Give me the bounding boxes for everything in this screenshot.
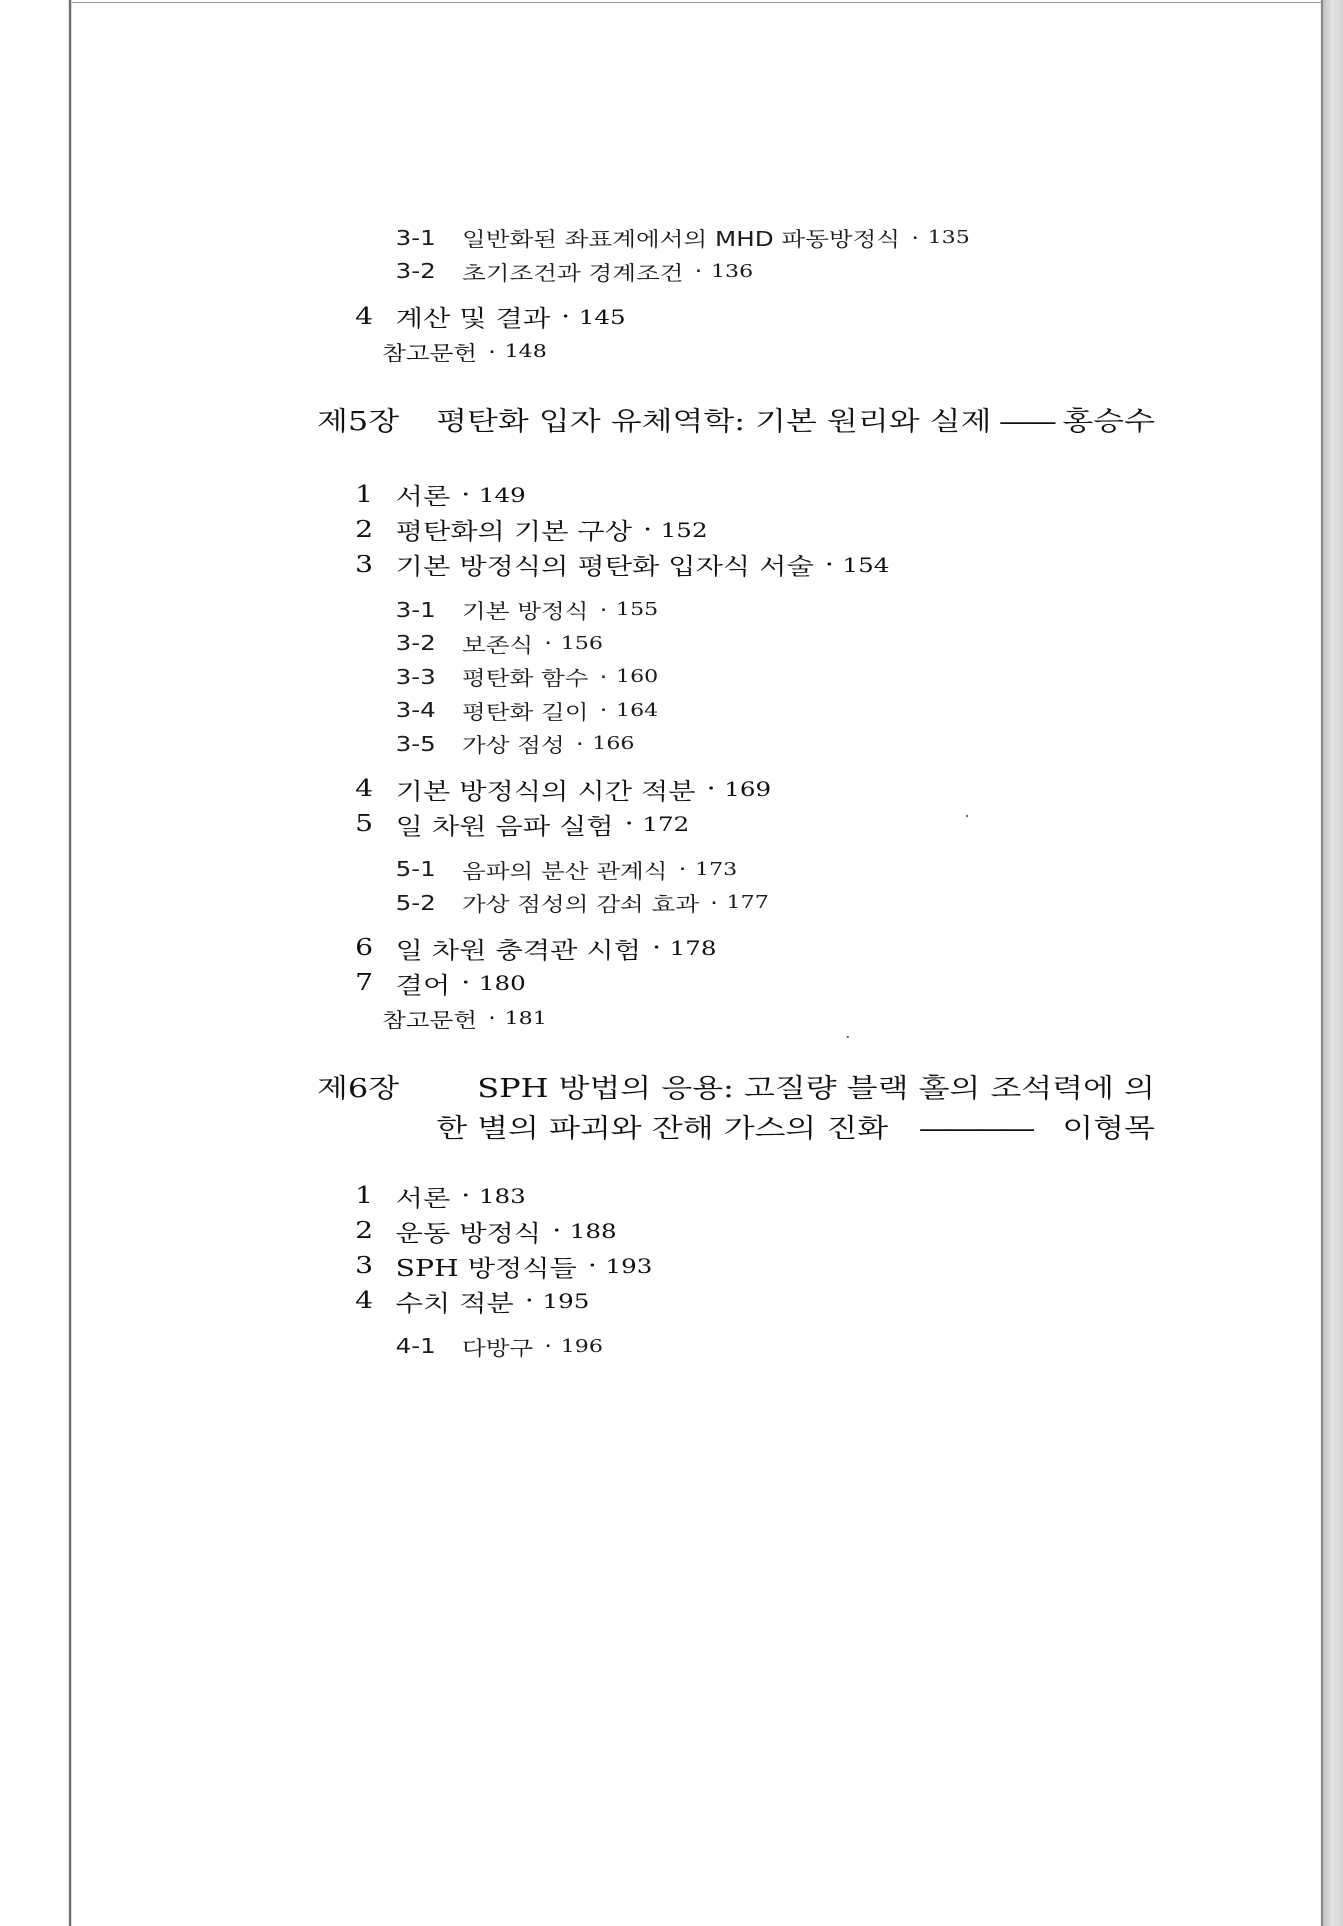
entry-title: 수치 적분 [395, 1290, 514, 1317]
entry-number: 3-1 [395, 225, 436, 250]
page-separator: · [694, 259, 703, 284]
page-separator: · [710, 890, 718, 915]
entry-number: 6 [355, 935, 374, 961]
author-dash: ———— [918, 1113, 1032, 1144]
entry-title: 일반화된 좌표계에서의 MHD 파동방정식 [462, 227, 901, 252]
toc-section-entry [0, 1249, 1343, 1284]
toc-subsection-entry [0, 886, 1343, 920]
entry-title: 가상 점성의 감쇠 효과 [462, 892, 700, 917]
entry-number: 2 [355, 1218, 374, 1244]
page-number: 152 [660, 517, 708, 542]
toc-section-entry [0, 299, 1343, 334]
page-separator: · [524, 1288, 534, 1314]
toc-section-entry [0, 547, 1343, 582]
toc-subsection-entry [0, 221, 1343, 255]
page-separator: · [599, 698, 608, 723]
references-entry [0, 1001, 1343, 1036]
toc-section-entry [0, 477, 1343, 512]
chapter-label: 제6장 [317, 1073, 400, 1104]
page-number: 156 [560, 632, 603, 654]
page-number: 160 [615, 666, 659, 688]
page-number: 181 [504, 1007, 547, 1029]
toc-subsection-entry [0, 727, 1343, 761]
entry-title: 기본 방정식 [462, 599, 589, 624]
page-separator: · [587, 1253, 597, 1279]
page-number: 195 [542, 1289, 590, 1313]
entry-title: 운동 방정식 [395, 1220, 542, 1247]
entry-title: 일 차원 충격관 시험 [395, 937, 642, 964]
entry-title: 일 차원 음파 실험 [395, 813, 614, 840]
page-separator: · [552, 1218, 562, 1244]
entry-number: 5-2 [395, 890, 436, 915]
page-separator: · [643, 516, 653, 543]
toc-section-entry [0, 772, 1343, 807]
chapter-heading [0, 1069, 1343, 1149]
page-separator: · [911, 225, 920, 250]
page-number: 183 [478, 1184, 526, 1208]
toc-section-entry [0, 1179, 1343, 1214]
toc-subsection-entry [0, 255, 1343, 289]
chapter-heading [0, 402, 1343, 442]
page-separator: · [488, 339, 496, 364]
toc-section-entry [0, 966, 1343, 1001]
table-of-contents [0, 221, 1343, 1363]
page-number: 180 [478, 971, 526, 995]
page-number: 166 [592, 733, 635, 755]
entry-title: 참고문헌 [382, 341, 478, 365]
toc-subsection-entry [0, 694, 1343, 728]
chapter-title-text: 평탄화 입자 유체역학: 기본 원리와 실제 [436, 407, 992, 437]
page-number: 188 [569, 1219, 617, 1243]
toc-subsection-entry [0, 627, 1343, 661]
page-top-edge [70, 2, 1322, 3]
page-number: 173 [695, 858, 738, 880]
page-separator: · [706, 776, 716, 802]
entry-number: 3-2 [395, 631, 436, 656]
author-dash: —— [998, 407, 1056, 437]
page-number: 136 [710, 260, 754, 282]
chapter-label: 제5장 [317, 407, 400, 437]
page-separator: · [561, 303, 571, 330]
entry-number: 3-5 [395, 731, 436, 756]
entry-title: 참고문헌 [382, 1007, 478, 1032]
page-separator: · [599, 597, 608, 622]
entry-number: 7 [355, 970, 374, 996]
page-separator: · [824, 551, 834, 578]
page-separator: · [461, 481, 471, 508]
entry-title: 계산 및 결과 [395, 306, 551, 332]
entry-title: 다방구 [462, 1335, 534, 1360]
entry-title: 음파의 분산 관계식 [462, 858, 668, 883]
entry-number: 3-4 [395, 698, 436, 723]
page-separator: · [599, 664, 608, 689]
page-separator: · [461, 970, 471, 996]
references-entry [0, 334, 1343, 369]
entry-title: 초기조건과 경계조건 [462, 260, 684, 285]
entry-title: 평탄화 길이 [462, 699, 589, 724]
entry-title: 기본 방정식의 시간 적분 [395, 778, 696, 805]
page-separator: · [488, 1006, 496, 1030]
page-number: 154 [842, 552, 890, 577]
toc-section-entry [0, 512, 1343, 547]
entry-number: 5 [355, 811, 374, 837]
chapter-author: 홍승수 [1062, 407, 1156, 437]
chapter-author: 이형목 [1062, 1113, 1156, 1144]
page-separator: · [624, 811, 634, 837]
entry-number: 3-3 [395, 664, 436, 689]
page-number: 155 [615, 599, 659, 621]
toc-section-entry [0, 1214, 1343, 1249]
entry-number: 3-2 [395, 259, 436, 284]
page-number: 164 [615, 699, 659, 721]
toc-section-entry [0, 807, 1343, 842]
entry-number: 4 [355, 776, 374, 802]
entry-number: 2 [355, 516, 374, 543]
entry-number: 3-1 [395, 597, 436, 622]
chapter-section [0, 402, 1343, 1036]
page-separator: · [461, 1183, 471, 1209]
toc-section-entry [0, 931, 1343, 966]
toc-section-entry [0, 1284, 1343, 1319]
entry-title: 기본 방정식의 평탄화 입자식 서술 [395, 554, 814, 580]
entry-title: 서론 [395, 484, 451, 510]
chapter-title [436, 402, 1155, 442]
page-number: 135 [927, 227, 970, 249]
toc-subsection-entry [0, 660, 1343, 694]
entry-title: 보존식 [462, 632, 534, 657]
entry-title: 가상 점성 [462, 733, 565, 758]
entry-number: 5-1 [395, 857, 436, 882]
chapter-title-line [436, 402, 1155, 442]
page-separator: · [544, 631, 553, 656]
chapter-title [436, 1069, 1155, 1149]
page-separator: · [678, 857, 687, 882]
chapter-title-line [436, 1109, 1155, 1149]
entry-title: 서론 [395, 1185, 451, 1212]
page-number: 169 [724, 777, 772, 801]
entry-title: 평탄화의 기본 구상 [395, 519, 633, 545]
entry-number: 1 [355, 1183, 374, 1209]
page-separator: · [652, 935, 662, 961]
entry-title: 결어 [395, 972, 451, 999]
page-number: 145 [578, 304, 626, 329]
chapter-section [0, 1069, 1343, 1364]
entry-number: 3 [355, 1253, 374, 1279]
page-number: 178 [669, 936, 717, 960]
chapter-title-text: 한 별의 파괴와 잔해 가스의 진화 [436, 1113, 889, 1144]
page-number: 149 [478, 482, 526, 507]
page-number: 193 [605, 1254, 653, 1278]
page-number: 196 [560, 1335, 603, 1357]
entry-number: 4 [355, 1288, 374, 1314]
toc-subsection-entry [0, 853, 1343, 887]
toc-subsection-entry [0, 1330, 1343, 1364]
page-separator: · [575, 731, 584, 756]
entry-title: SPH 방정식들 [395, 1255, 577, 1282]
continued-entries [0, 221, 1343, 369]
entry-number: 4-1 [395, 1334, 436, 1359]
entry-number: 1 [355, 481, 374, 508]
entry-number: 3 [355, 551, 374, 578]
entry-number: 4 [355, 303, 374, 330]
page-number: 172 [642, 812, 690, 836]
chapter-title-line: SPH 방법의 응용: 고질량 블랙 홀의 조석력에 의 [477, 1073, 1156, 1104]
entry-title: 평탄화 함수 [462, 666, 589, 691]
page-number: 177 [726, 892, 769, 914]
page-separator: · [544, 1334, 553, 1359]
toc-subsection-entry [0, 593, 1343, 627]
page-number: 148 [504, 341, 547, 362]
